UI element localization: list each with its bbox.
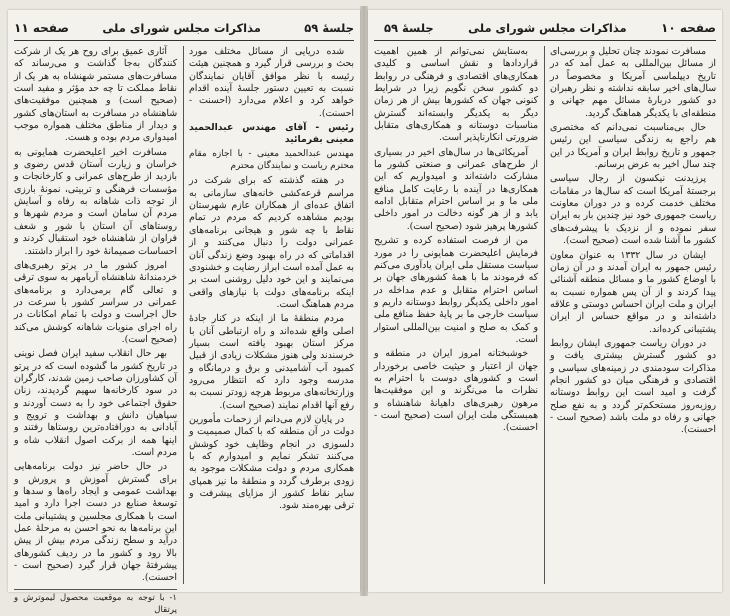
right-page-number: صفحه ۱۰ — [661, 21, 716, 35]
paragraph: من از فرصت استفاده کرده و تشریح فرمایش اعلیحضرت همایونی را در مورد سیاست مستقل ملی ایران یادآوری می‌کنم که فرمودند ما با همهٔ کشورهای جهان بر اساس احترام متقابل و عدم مداخله در امور داخلی یکدیگر روابط دوستانه داریم و سیاست خارجی ما بر پایهٔ حفظ منافع ملی و کمک به صلح و امنیت بین‌المللی استوار است. — [374, 235, 538, 345]
paragraph: در دوران ریاست جمهوری ایشان روابط دو کشور گسترش بیشتری یافت و مذاکرات سودمندی در زمینه‌های سیاسی و اقتصادی و فرهنگی میان دو کشور انجام گرفت و امید است این روابط دوستانه روزبه‌روز مستحکم‌تر گردد و به نفع صلح جهانی و رفاه دو ملت باشد (صحیح است - احسنت). — [550, 337, 716, 436]
paragraph: مسافرت نمودند چنان تحلیل و بررسی‌ای از مسائل بین‌المللی به عمل آمد که در تاریخ دیپلماسی آمریکا و مخصوصاً در سال‌های اخیر سابقه نداشته و نظر رهبران دو کشور دربارهٔ مسائل مهم جهانی و منطقه‌ای با یکدیگر هماهنگ گردید. — [550, 46, 716, 119]
book-spine — [360, 6, 368, 596]
left-session-number: جلسهٔ ۵۹ — [304, 21, 354, 35]
left-column-divider — [183, 46, 184, 584]
paragraph: بهر حال انقلاب سفید ایران فصل نوینی در تاریخ کشور ما گشوده است که در پرتو آن کشاورزان صاحب زمین شدند، کارگران در سود کارخانه‌ها سهیم گردیدند، زنان حقوق اجتماعی خود را به دست آوردند و سپاهیان دانش و بهداشت و ترویج و آبادانی به دورافتاده‌ترین روستاها رفتند و اینها همه از برکت اصول انقلاب شاه و مردم است. — [14, 348, 177, 458]
paragraph: پرزیدنت نیکسون از رجال سیاسی برجستهٔ آمریکا است که سال‌ها در مقامات مختلف خدمت کرده و در دوران معاونت ریاست جمهوری خود نیز چندین بار به ایران سفر نموده و از نزدیک با پیشرفت‌های کشور ما آشنا شده است (صحیح است). — [550, 173, 716, 247]
paragraph: در هفته گذشته که برای شرکت در مراسم قرعه‌کشی خانه‌های سازمانی به اتفاق عده‌ای از همکاران عازم شهرستان بودیم مشاهده کردیم که مردم در تمام نقاط با چه شور و هیجانی برنامه‌های عمرانی دولت را دنبال می‌کنند و از اقداماتی که در راه بهبود وضع زندگی آنان به عمل آمده است ابراز رضایت و خشنودی می‌نمایند و این خود دلیل روشنی است بر اینکه برنامه‌های دولت با نیازهای واقعی مردم هماهنگ است. — [189, 175, 354, 310]
paragraph: در پایان لازم می‌دانم از زحمات مأمورین دولت در آن منطقه که با کمال صمیمیت و دلسوزی در انجام وظایف خود کوشش می‌کنند تشکر نمایم و امیدوارم که با همکاری مردم و دولت مشکلات موجود به زودی برطرف گردد و منطقهٔ ما نیز همپای سایر نقاط کشور از مزایای پیشرفت و ترقی بهره‌مند شود. — [189, 413, 354, 512]
paragraph: شده دریایی از مسائل مختلف مورد بحث و بررسی قرار گیرد و همچنین هیئت رئیسه با نظر موافق آقایان نمایندگان نسبت به تعیین دستور جلسهٔ آینده اقدام خواهد کرد و اعلام می‌دارد (احسنت - احسنت). — [189, 46, 354, 119]
left-page-number: صفحه ۱۱ — [14, 21, 69, 35]
paragraph: در حال حاضر نیز دولت برنامه‌هایی برای گسترش آموزش و پرورش و بهداشت عمومی و ایجاد راه‌ها و سدها و توسعهٔ صنایع در دست اجرا دارد و امید است با همکاری مجلسین و پشتیبانی ملت این برنامه‌ها به نحو احسن به مرحلهٔ عمل درآید و سطح زندگی مردم بیش از پیش بالا رود و کشور ما در ردیف کشورهای پیشرفتهٔ جهان قرار گیرد (صحیح است - احسنت). — [14, 461, 177, 584]
paragraph: آثاری عمیق برای روح هر یک از شرکت کنندگان به‌جا گذاشت و می‌رساند که مسافرت‌های مستمر شهنشاه به هر یک از نقاط مملکت تا چه حد مؤثر و مفید است (صحیح است) و همچنین موفقیت‌های شاهنشاه در مسافرت به استان‌های کشور و دیدار از مناطق مختلف همواره موجب امیدواری مردم بوده و هست. — [14, 46, 177, 144]
paragraph: ایشان در سال ۱۳۳۲ به عنوان معاون رئیس جمهور به ایران آمدند و در آن زمان با اوضاع کشور ما و مسائل منطقه آشنائی پیدا کردند و از آن پس همواره نسبت به ایران و ملت ایران احساس دوستی و علاقه داشته‌اند و در مواقع حساس از ایران پشتیبانی کرده‌اند. — [550, 249, 716, 335]
paragraph: مردم منطقهٔ ما از اینکه در کنار جادهٔ اصلی واقع شده‌اند و راه ارتباطی آنان با مرکز استان بهبود یافته است بسیار خرسندند ولی هنوز مشکلات زیادی از قبیل کمبود آب آشامیدنی و برق و درمانگاه و مدرسه وجود دارد که انتظار می‌رود وزارتخانه‌های مربوط هرچه زودتر نسبت به رفع آنها اقدام نمایند (صحیح است). — [189, 313, 354, 411]
right-column-divider — [544, 46, 545, 584]
left-page-header — [14, 16, 354, 41]
right-page-title: مذاکرات مجلس شورای ملی — [468, 21, 627, 35]
paragraph: به‌ستایش نمی‌توانم از همین اهمیت قراردادها و نقش اساسی و کلیدی همکاری‌های اقتصادی و فرهنگی در روابط دو کشور سخن نگویم زیرا در شرایط کنونی جهان که کشورها بیش از هر زمان دیگر به یکدیگر وابسته‌اند گسترش مناسبات دوستانه و همکاری‌های متقابل ضرورتی انکارناپذیر است. — [374, 46, 538, 144]
footnote: ۱- با توجه به موقعیت محصول لیموترش و پرتقال — [14, 589, 177, 616]
paragraph: امروز کشور ما در پرتو رهبری‌های خردمندانهٔ شاهنشاه آریامهر به سوی ترقی و تعالی گام برمی‌دارد و برنامه‌های عمرانی در سراسر کشور با سرعت در حال اجراست و دولت با تمام امکانات در راه اجرای منویات شاهانه کوشش می‌کند (صحیح است). — [14, 259, 177, 345]
left-page-title: مذاکرات مجلس شورای ملی — [102, 21, 261, 35]
right-page — [368, 10, 722, 592]
paragraph: مسافرت اخیر اعلیحضرت همایونی به خراسان و زیارت آستان قدس رضوی و بازدید از طرح‌های عمرانی و کارخانجات و مؤسسات فرهنگی و تربیتی، نمونهٔ بارزی از توجه ذات شاهانه به رفاه و آسایش مردم آن سامان است و مردم شهرها و روستاهای آن استان با شور و شعف فراوان از شاهنشاه خود استقبال کردند و احساسات صمیمانهٔ خود را ابراز داشتند. — [14, 146, 177, 257]
right-session-number: جلسهٔ ۵۹ — [384, 21, 434, 35]
paragraph: آمریکائی‌ها در سال‌های اخیر در بسیاری از طرح‌های عمرانی و صنعتی کشور ما مشارکت داشته‌اند و امیدواریم که این همکاری‌ها در آینده با رعایت کامل منافع ملی ما و بر اساس احترام متقابل ادامه یابد و از هر گونه دخالت در امور داخلی کشورها پرهیز شود (صحیح است). — [374, 146, 538, 232]
right-page-outer-column — [550, 46, 716, 584]
paragraph: حال بی‌مناسبت نمی‌دانم که مختصری هم راجع به زندگی سیاسی این رئیس جمهور و تاریخ روابط ایران و آمریکا در این چند سال اخیر به عرض برسانم. — [550, 122, 716, 171]
left-page — [8, 10, 360, 616]
right-page-header — [374, 16, 716, 41]
right-page-inner-column — [374, 46, 538, 584]
left-page-outer-column — [14, 46, 177, 616]
speaker-heading: رئیس - آقای مهندس عبدالحمید معینی بفرمائید — [189, 122, 354, 146]
paragraph: خوشبختانه امروز ایران در منطقه و جهان از اعتبار و حیثیت خاصی برخوردار است و کشورهای دوست با احترام به نظرات ما می‌نگرند و این موفقیت‌ها مرهون رهبری‌های داهیانهٔ شاهنشاه و همبستگی ملت ایران است (صحیح است - احسنت). — [374, 348, 538, 434]
speaker-subheading: مهندس عبدالحمید معینی - با اجازه مقام محترم ریاست و نمایندگان محترم — [189, 148, 354, 172]
left-page-inner-column — [189, 46, 354, 584]
